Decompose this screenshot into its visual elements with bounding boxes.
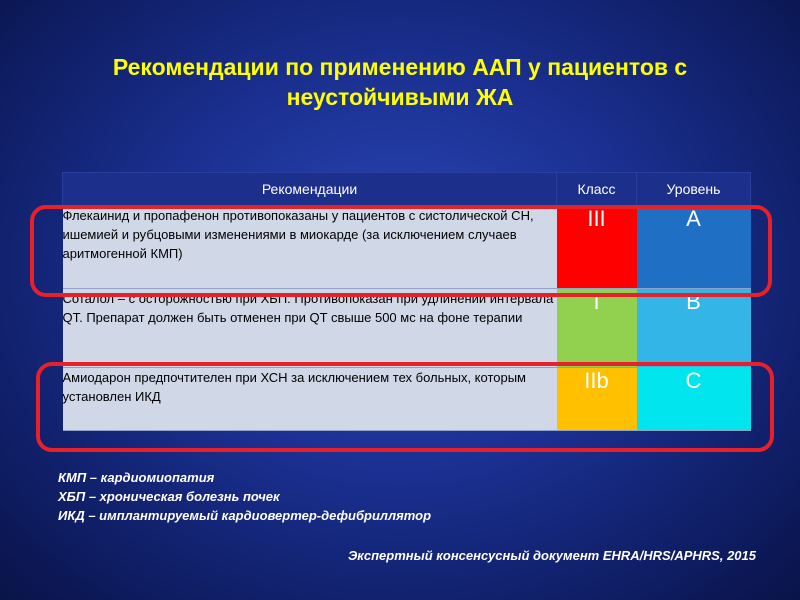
- header-recommendations: Рекомендации: [63, 173, 557, 206]
- table-row: [63, 289, 751, 368]
- abbreviation-item: ХБП – хроническая болезнь почек: [58, 489, 280, 504]
- recommendation-text: Флекаинид и пропафенон противопоказаны у пациентов с систолической СН, ишемией и рубцовыми изменениями в миокарде (за исключением случаев аритмогенной КМП): [63, 206, 557, 289]
- class-cell: I: [557, 289, 637, 368]
- header-class: Класс: [557, 173, 637, 206]
- level-cell: C: [637, 368, 751, 431]
- table-header-row: [63, 173, 751, 206]
- highlight-outline-row-1: [30, 205, 772, 297]
- highlight-outline-row-3: [36, 362, 774, 452]
- header-level: Уровень: [637, 173, 751, 206]
- source-citation: Экспертный консенсусный документ EHRA/HRS/APHRS, 2015: [347, 548, 756, 563]
- recommendation-text: Амиодарон предпочтителен при ХСН за исключением тех больных, которым установлен ИКД: [63, 368, 557, 431]
- recommendation-text: Соталол – с осторожностью при ХБП. Противопоказан при удлинении интервала QT. Препарат должен быть отменен при QT свыше 500 мс на фоне терапии: [63, 289, 557, 368]
- level-cell: B: [637, 289, 751, 368]
- level-cell: A: [637, 206, 751, 289]
- class-cell: III: [557, 206, 637, 289]
- slide-title: Рекомендации по применению ААП у пациентов с неустойчивыми ЖА: [112, 54, 688, 110]
- abbreviation-item: ИКД – имплантируемый кардиовертер-дефибриллятор: [58, 508, 432, 523]
- class-cell: IIb: [557, 368, 637, 431]
- abbreviations-list: [58, 468, 431, 525]
- abbreviation-item: КМП – кардиомиопатия: [58, 470, 215, 485]
